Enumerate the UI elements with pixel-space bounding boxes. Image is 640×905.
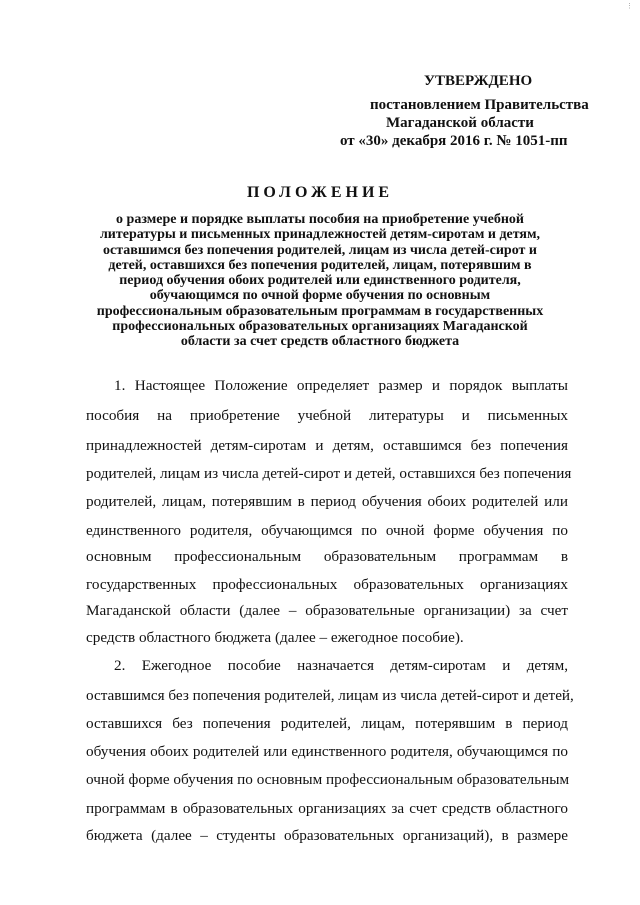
subject-line: профессиональным образовательным программам в государственных: [96, 303, 544, 319]
approval-line-3: от «30» декабря 2016 г. № 1051-пп: [340, 133, 568, 149]
subject-line: период обучения обоих родителей или единственного родителя,: [119, 273, 521, 289]
paragraph-line: Магаданской области (далее – образовательные организации) за счет: [86, 602, 568, 619]
document-subject: [60, 212, 580, 350]
paragraph-line: 2. Ежегодное пособие назначается детям-сиротам и детям,: [114, 657, 568, 674]
approval-heading: УТВЕРЖДЕНО: [424, 73, 533, 89]
subject-line: обучающимся по очной форме обучения по основным: [149, 288, 491, 304]
paragraph-line: средств областного бюджета (далее – ежегодное пособие).: [86, 629, 464, 646]
paragraph-line: единственного родителя, обучающимся по очной форме обучения по: [86, 522, 568, 539]
paragraph-line: основным профессиональным образовательным программам в: [86, 548, 568, 565]
paragraph-line: бюджета (далее – студенты образовательных организаций), в размере: [86, 827, 568, 844]
subject-line: оставшимся без попечения родителей, лицам из числа детей-сирот и: [103, 242, 537, 258]
subject-line: профессиональных образовательных организациях Магаданской: [112, 319, 528, 335]
subject-line: литературы и письменных принадлежностей детям-сиротам и детям,: [99, 227, 541, 243]
paragraph-line: очной форме обучения по основным профессиональным образовательным: [86, 771, 570, 788]
approval-line-2: Магаданской области: [386, 115, 534, 131]
paragraph-line: программам в образовательных организациях за счет средств областного: [86, 800, 568, 817]
subject-line: детей, оставшихся без попечения родителей, лицам, потерявшим в: [108, 257, 532, 273]
subject-line: области за счет средств областного бюджета: [180, 334, 460, 350]
paragraph-line: оставшихся без попечения родителей, лицам, потерявшим в период: [86, 715, 568, 732]
paragraph-line: обучения обоих родителей или единственного родителя, обучающимся по: [86, 743, 568, 760]
paragraph-line: родителей, лицам из числа детей-сирот и детей, оставшихся без попечения: [86, 465, 572, 482]
paragraph-line: 1. Настоящее Положение определяет размер и порядок выплаты: [114, 377, 568, 394]
scan-corner-mark: ⋮: [626, 2, 633, 10]
paragraph-line: родителей, лицам, потерявшим в период обучения обоих родителей или: [86, 493, 568, 510]
paragraph-line: государственных профессиональных образовательных организациях: [86, 576, 568, 593]
paragraph-line: пособия на приобретение учебной литературы и письменных: [86, 407, 568, 424]
approval-line-1: постановлением Правительства: [370, 97, 589, 113]
paragraph-line: оставшимся без попечения родителей, лицам из числа детей-сирот и детей,: [86, 687, 574, 704]
document-title: ПОЛОЖЕНИЕ: [246, 184, 394, 201]
subject-line: о размере и порядке выплаты пособия на приобретение учебной: [116, 212, 524, 227]
paragraph-line: принадлежностей детям-сиротам и детям, оставшимся без попечения: [86, 437, 568, 454]
